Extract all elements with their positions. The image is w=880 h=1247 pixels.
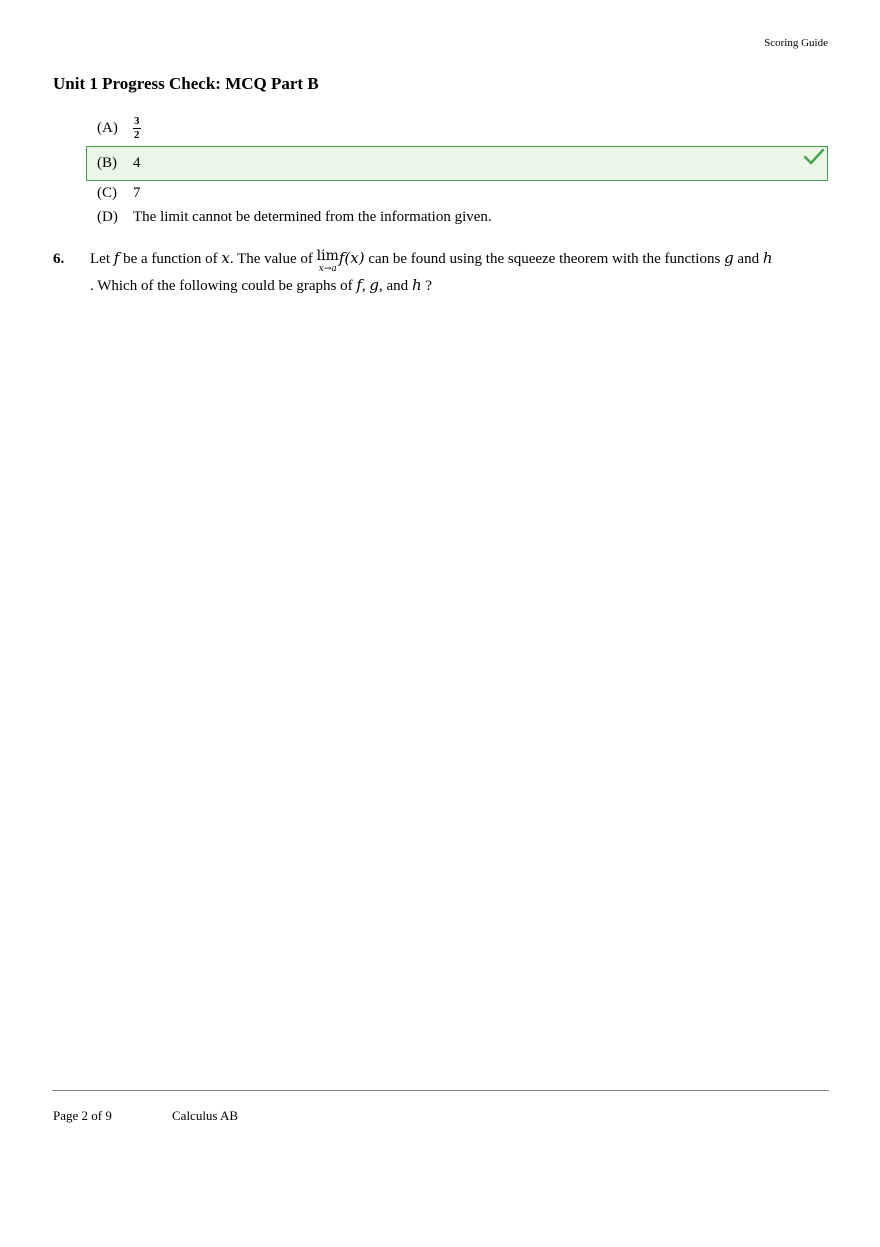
answer-choice-b-correct	[86, 146, 828, 181]
page-number: Page 2 of 9	[53, 1108, 112, 1123]
answer-choice-c	[97, 185, 141, 202]
text: ,	[361, 278, 370, 294]
text: . Which of the following could be graphs of	[90, 278, 357, 294]
checkmark-icon	[803, 148, 825, 166]
choice-text: 4	[133, 155, 141, 171]
math-var-x: x	[221, 249, 230, 267]
answer-choice-d	[97, 209, 492, 226]
text: , and	[379, 278, 412, 294]
text: Let	[90, 251, 114, 267]
limit-expression	[317, 249, 339, 274]
choice-letter: (C)	[97, 185, 117, 201]
math-var-g: g	[724, 249, 734, 267]
choice-text: 7	[133, 185, 141, 201]
text: be a function of	[119, 251, 222, 267]
fraction-numerator: 3	[134, 115, 140, 127]
footer-divider	[52, 1090, 829, 1091]
lim-operator: lim	[316, 248, 339, 264]
question-stem-line-1	[90, 249, 830, 274]
course-name: Calculus AB	[172, 1108, 239, 1123]
scoring-guide-label: Scoring Guide	[764, 37, 828, 49]
text: . The value of	[229, 251, 317, 267]
fraction-denominator: 2	[134, 129, 140, 141]
choice-letter: (D)	[97, 209, 118, 225]
math-var-f: f	[113, 249, 120, 267]
answer-choice-a	[97, 116, 141, 141]
text: and	[733, 251, 763, 267]
choice-letter: (B)	[97, 155, 117, 171]
math-f-of-x: f(x)	[338, 249, 365, 267]
choice-letter: (A)	[97, 120, 118, 136]
text: can be found using the squeeze theorem with the functions	[364, 251, 725, 267]
math-var-h: h	[762, 249, 773, 267]
question-stem-line-2	[90, 276, 432, 295]
math-var-g: g	[369, 276, 380, 294]
math-var-h: h	[411, 276, 422, 294]
fraction	[133, 116, 141, 141]
lim-subscript: x→a	[318, 264, 337, 274]
choice-text: The limit cannot be determined from the information given.	[133, 209, 492, 225]
math-var-f: f	[356, 276, 362, 294]
question-number: 6.	[53, 251, 65, 267]
text: ?	[421, 278, 433, 294]
page-title: Unit 1 Progress Check: MCQ Part B	[53, 74, 319, 93]
